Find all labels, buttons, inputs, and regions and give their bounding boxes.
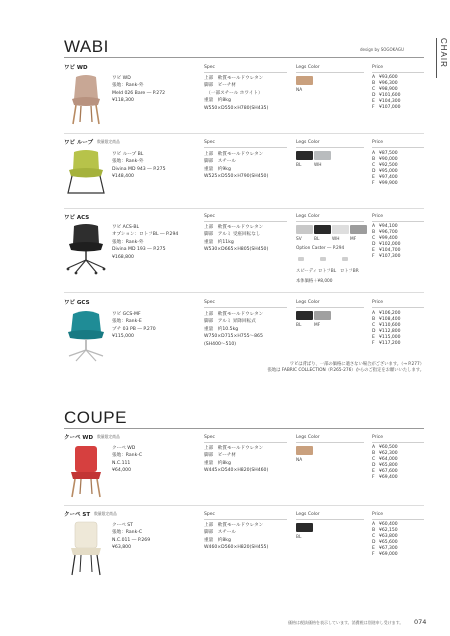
spec-rule (204, 221, 287, 222)
spec-header: Spec (204, 140, 215, 145)
product-name: ワビ GCS (64, 300, 90, 306)
leg-swatch-label: WH (332, 237, 340, 242)
option-caster-title: Option Caster ― P.294 (296, 246, 345, 251)
page-number: 074 (414, 618, 427, 626)
caster-icon (320, 257, 326, 261)
spec-header: Spec (204, 300, 215, 305)
spec-rule (204, 307, 287, 308)
price-rule (372, 147, 424, 148)
price-rule (372, 519, 424, 520)
leg-swatch-bl (296, 523, 313, 532)
spec-text: 上部 軟質モールドウレタン 脚部 ビーチ材 （一部スチール ホワイト） 重量 約8kg W550×D550×H780(SH435) (204, 76, 269, 111)
leg-swatch-mf (314, 311, 331, 320)
legs-color-header: Legs Color (296, 214, 320, 219)
chair-image-wabi-gcs (64, 308, 108, 362)
product-name: クーペ ST (64, 512, 91, 518)
leg-swatch-sv (296, 225, 313, 234)
leg-swatch-label: MF (350, 237, 357, 242)
legs-rule (296, 221, 364, 222)
legs-color-header: Legs Color (296, 300, 320, 305)
chair-image-wabi-loop (64, 148, 108, 194)
leg-swatch-wh (314, 151, 331, 160)
product-name: ワビ ループ (64, 140, 94, 146)
caster-icons (296, 255, 364, 265)
section-rule (64, 57, 424, 58)
price-list: A ¥94,100 B ¥96,700 C ¥99,400 D ¥102,000 E ¥104,700 F ¥107,300 (372, 224, 401, 259)
product-divider (64, 505, 424, 506)
price-list: A ¥106,200 B ¥108,400 C ¥110,600 D ¥112,800 E ¥115,000 F ¥117,200 (372, 311, 401, 346)
section-rule (64, 428, 424, 429)
legs-color-header: Legs Color (296, 140, 320, 145)
product-desc: クーペ WD 張地：Rank-C N.C.111 ¥64,000 (112, 446, 143, 474)
leg-swatch-label: BL (296, 163, 302, 168)
legs-rule (296, 72, 364, 73)
product-divider (64, 292, 424, 293)
product-name: ワビ ACS (64, 215, 90, 221)
limited-tag: 数量限定商品 (94, 511, 117, 516)
spec-header: Spec (204, 65, 215, 70)
limited-tag: 数量限定商品 (97, 139, 120, 144)
caster-price: 本体価格＋¥8,000 (296, 279, 333, 284)
leg-swatch-label: BL (314, 237, 320, 242)
price-header: Price (372, 140, 383, 145)
legs-color-header: Legs Color (296, 65, 320, 70)
price-list: A ¥60,400 B ¥62,150 C ¥63,800 D ¥65,600 E ¥67,300 F ¥69,000 (372, 522, 398, 557)
tax-note: 価格は税抜価格を表示しています。消費税は別途申し受けます。 (288, 620, 404, 625)
leg-swatch-label: SV (296, 237, 302, 242)
spec-rule (204, 147, 287, 148)
price-list: A ¥87,500 B ¥90,000 C ¥92,500 D ¥95,000 E ¥97,400 F ¥99,900 (372, 151, 398, 186)
price-rule (372, 307, 424, 308)
legs-rule (296, 442, 364, 443)
price-header: Price (372, 300, 383, 305)
tab-divider (436, 38, 437, 78)
spec-text: 上部 軟質モールドウレタン 脚部 スチール 重量 約8kg W460×D560×H820(SH455) (204, 523, 269, 551)
spec-rule (204, 72, 287, 73)
caster-label: ロトフBR (340, 269, 359, 274)
legs-color-header: Legs Color (296, 435, 320, 440)
product-divider (64, 133, 424, 134)
price-header: Price (372, 214, 383, 219)
leg-swatch-bl (296, 151, 313, 160)
price-rule (372, 72, 424, 73)
leg-swatch-label: NA (296, 458, 303, 463)
product-desc: ワビ WD 張地：Rank-外 Meld 026 Bare ― P.272 ¥118,300 (112, 76, 166, 104)
product-divider (64, 208, 424, 209)
leg-swatch-label: NA (296, 88, 303, 93)
price-header: Price (372, 512, 383, 517)
product-name: ワビ WD (64, 65, 88, 71)
caster-label: スピーディ (296, 269, 317, 274)
price-header: Price (372, 65, 383, 70)
price-rule (372, 442, 424, 443)
caster-icon (298, 257, 304, 261)
fabric-notes: ワビは背ばり、一部の価格に適さない場合がございます。（→ P.277） 張地は FABRIC COLLECTION（P.265-276）からのご指定をお願いいたします。 (267, 362, 424, 373)
spec-text: 上部 軟質モールドウレタン 脚部 ビーチ材 重量 約8kg W445×D540×H820(SH460) (204, 446, 269, 474)
legs-rule (296, 147, 364, 148)
product-desc: ワビ ループ BL 張地：Rank-外 Divina MD 943 ― P.275 ¥148,400 (112, 152, 166, 180)
legs-rule (296, 307, 364, 308)
legs-color-header: Legs Color (296, 512, 320, 517)
leg-swatch-na (296, 446, 313, 455)
legs-rule (296, 519, 364, 520)
section-title-coupe: COUPE (64, 408, 127, 427)
leg-swatch-label: BL (296, 535, 302, 540)
leg-swatch-label: MF (314, 323, 321, 328)
spec-header: Spec (204, 435, 215, 440)
price-header: Price (372, 435, 383, 440)
chair-image-coupe-st (66, 520, 106, 576)
spec-header: Spec (204, 512, 215, 517)
spec-rule (204, 442, 287, 443)
spec-text: 上部 軟質モールドウレタン 脚部 アルミ 受座回転なし 重量 約11kg W530×D665×H805(SH450) (204, 225, 269, 253)
leg-swatch-label: BL (296, 323, 302, 328)
leg-swatch-bl (314, 225, 331, 234)
leg-swatch-bl (296, 311, 313, 320)
spec-rule (204, 519, 287, 520)
spec-text: 上部 軟質モールドウレタン 脚部 アルミ 昇降回転式 重量 約10.5kg W750×D715×H755〜865 (SH400〜510) (204, 312, 264, 347)
price-list: A ¥60,500 B ¥62,300 C ¥64,000 D ¥65,800 E ¥67,600 F ¥69,400 (372, 445, 398, 480)
leg-swatch-mf (350, 225, 367, 234)
leg-swatch-label: WH (314, 163, 322, 168)
price-list: A ¥93,600 B ¥96,300 C ¥98,900 D ¥101,600 E ¥104,300 F ¥107,000 (372, 75, 401, 110)
product-name: クーペ WD (64, 435, 94, 441)
chair-image-coupe-wd (66, 444, 106, 498)
spec-header: Spec (204, 214, 215, 219)
section-title-wabi: WABI (64, 37, 109, 56)
caster-icon (342, 257, 348, 261)
chair-image-wabi-wd (66, 73, 106, 125)
design-credit: design by SOGOKAGU (360, 47, 404, 52)
tab-label: CHAIR (439, 38, 448, 68)
product-desc: ワビ ACS-BL オプション：ロトフBL ― P.294 張地：Rank-外 Divina MD 193 ― P.275 ¥168,800 (112, 225, 179, 260)
spec-text: 上部 軟質モールドウレタン 脚部 スチール 重量 約9kg W525×D550×H790(SH450) (204, 152, 269, 180)
product-desc: ワビ GCS-MF 張地：Rank-E プチ 03 PB ― P.270 ¥115,000 (112, 312, 156, 340)
caster-label: ロトフBL (318, 269, 337, 274)
price-rule (372, 221, 424, 222)
limited-tag: 数量限定商品 (97, 434, 120, 439)
category-tab (436, 38, 450, 78)
leg-swatch-na (296, 76, 313, 85)
chair-image-wabi-acs (64, 222, 108, 274)
leg-swatch-wh (332, 225, 349, 234)
product-desc: クーペ ST 張地：Rank-C N.C.011 ― P.269 ¥63,800 (112, 523, 151, 551)
